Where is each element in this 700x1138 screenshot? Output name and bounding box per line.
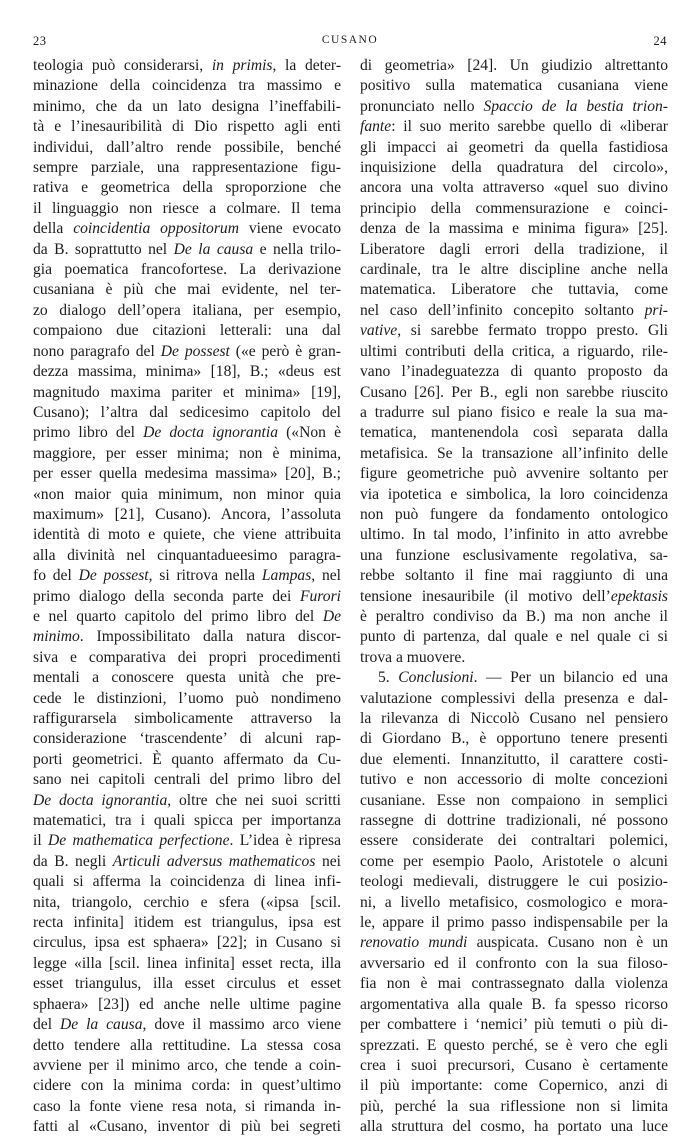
text-line bbox=[360, 709, 668, 729]
text-run: Cusano [26]. Per B., egli non sarebbe riuscito bbox=[360, 383, 668, 401]
text-run: considerazione ‘trascendente’ di alcuni rap- bbox=[33, 730, 341, 748]
text-line bbox=[33, 566, 341, 586]
italic-text: Lampas bbox=[261, 567, 312, 585]
text-line bbox=[360, 1036, 668, 1056]
text-run: gli impacci ai geometri da quella fastidiosa bbox=[360, 138, 668, 156]
text-run: da B. negli bbox=[33, 852, 113, 870]
text-run: rebbe soltanto il fine mai raggiunto di una bbox=[360, 567, 668, 585]
text-line bbox=[33, 383, 341, 403]
text-line bbox=[33, 525, 341, 545]
text-run: avviene per il minimo arco, che tende a coin- bbox=[33, 1056, 341, 1074]
text-run: : il suo merito sarebbe quello di «liberar bbox=[391, 118, 668, 136]
text-run: esset triangulus, illa esset circulus et esset bbox=[33, 975, 341, 993]
text-line bbox=[360, 362, 668, 382]
text-run: è peraltro condiviso da B.) ma non anche il bbox=[360, 607, 668, 625]
text-run: quali si afferma la coincidenza di linea infi- bbox=[33, 873, 341, 891]
text-run: gia poematica francofortese. La derivazione bbox=[33, 261, 341, 279]
text-run: crea i suoi precursori, Cusano è certamente bbox=[360, 1056, 668, 1074]
text-run: , oltre che nei suoi scritti bbox=[167, 791, 341, 809]
italic-text: De mathematica perfectione bbox=[48, 832, 230, 850]
text-line bbox=[33, 56, 341, 76]
text-line bbox=[33, 933, 341, 953]
italic-text: in primis bbox=[211, 57, 273, 74]
text-line bbox=[360, 995, 668, 1015]
text-line bbox=[33, 342, 341, 362]
text-line bbox=[33, 505, 341, 525]
text-line bbox=[360, 689, 668, 709]
text-run: vano l’inadeguatezza di quanto proposto da bbox=[360, 363, 668, 381]
text-run: nel caso dell’infinito concepito soltanto bbox=[360, 301, 645, 319]
text-line bbox=[360, 505, 668, 525]
text-line bbox=[360, 750, 668, 770]
text-line bbox=[33, 1015, 341, 1035]
text-line bbox=[360, 913, 668, 933]
text-line bbox=[360, 76, 668, 96]
text-line bbox=[360, 444, 668, 464]
text-line bbox=[360, 1015, 668, 1035]
text-run: , dove il massimo arco viene bbox=[142, 1016, 341, 1034]
text-line bbox=[360, 587, 668, 607]
text-run: recta infinita] itidem est triangulus, ipsa est bbox=[33, 914, 341, 932]
text-line bbox=[33, 627, 341, 647]
text-line bbox=[33, 1097, 341, 1117]
text-run: individui, dall’altro rende possibile, benché bbox=[33, 138, 341, 156]
text-line bbox=[360, 1076, 668, 1096]
text-line bbox=[360, 280, 668, 300]
text-run: avversario ed il confronto con la sua filoso- bbox=[360, 954, 668, 972]
text-run: tà e l’inesauribilità di Dio rispetto agli enti bbox=[33, 118, 341, 136]
text-run: matematica. Liberatore che tuttavia, come bbox=[360, 281, 668, 299]
text-run: cede le distinzioni, l’uomo può nondimeno bbox=[33, 689, 341, 707]
text-line bbox=[360, 648, 668, 668]
text-run: ni, a livello metafisico, cosmologico e mora- bbox=[360, 893, 668, 911]
text-run: ultimi contributi della critica, a riguardo, rile- bbox=[360, 342, 668, 360]
text-line bbox=[33, 689, 341, 709]
text-line bbox=[33, 423, 341, 443]
text-run: rassegne di dottrine tradizionali, né possono bbox=[360, 812, 668, 830]
text-run: mentali a conoscere questa unità che pre- bbox=[33, 669, 341, 687]
text-run: da B. soprattutto nel bbox=[33, 240, 174, 258]
text-line bbox=[360, 97, 668, 117]
text-run: cardinale, tra le altre discipline anche nella bbox=[360, 261, 668, 279]
text-run: tutivo e non accessorio di molte concezioni bbox=[360, 771, 668, 789]
text-run: sprezzati. E questo perché, se è vero che egli bbox=[360, 1036, 668, 1054]
text-line bbox=[33, 995, 341, 1015]
page-number-right: 24 bbox=[653, 34, 667, 48]
text-run: , la deter- bbox=[272, 57, 341, 74]
running-header bbox=[33, 34, 667, 50]
text-run: figure geometriche può avvenire soltanto per bbox=[360, 465, 668, 483]
text-run: di geometria» [24]. Un giudizio altrettanto bbox=[360, 57, 668, 74]
text-line bbox=[360, 260, 668, 280]
italic-text: Furori bbox=[299, 587, 341, 605]
text-line bbox=[33, 301, 341, 321]
italic-text: minimo bbox=[33, 628, 80, 646]
text-line bbox=[33, 1056, 341, 1076]
text-line bbox=[360, 791, 668, 811]
running-title: CUSANO bbox=[321, 34, 379, 46]
text-line bbox=[33, 138, 341, 158]
text-run: Cusano); l’altra dal sedicesimo capitolo del bbox=[33, 403, 341, 421]
text-run: circulus, ipsa est sphaera» [22]; in Cusano si bbox=[33, 934, 341, 952]
text-line bbox=[33, 668, 341, 688]
text-line bbox=[33, 219, 341, 239]
text-line bbox=[360, 464, 668, 484]
text-run: , nel bbox=[311, 567, 341, 585]
text-run: tematica, mantenendola così separata dalla bbox=[360, 424, 668, 442]
text-line bbox=[33, 1076, 341, 1096]
text-run: matematici, tra i quali spicca per importanza bbox=[33, 812, 341, 830]
text-line bbox=[33, 872, 341, 892]
italic-text: De docta ignorantia bbox=[143, 424, 278, 442]
text-line bbox=[33, 240, 341, 260]
text-run: maximum» [21], Cusano). Ancora, l’assoluta bbox=[33, 505, 341, 523]
text-line bbox=[360, 301, 668, 321]
text-line bbox=[360, 219, 668, 239]
text-line bbox=[33, 117, 341, 137]
text-run: il bbox=[33, 832, 48, 850]
text-run: («Non è bbox=[278, 424, 341, 442]
text-line bbox=[360, 566, 668, 586]
text-line bbox=[360, 525, 668, 545]
right-text-column bbox=[360, 56, 668, 1138]
text-line bbox=[360, 1117, 668, 1137]
text-run: per esser quella medesima massima» [20], B.; bbox=[33, 465, 341, 483]
text-line bbox=[33, 199, 341, 219]
text-run: zo dialogo dell’opera italiana, per esempio, bbox=[33, 301, 341, 319]
text-run: essere considerate dei contraltari polemici, bbox=[360, 832, 668, 850]
text-run: le, appare il primo passo indispensabile per la bbox=[360, 914, 668, 932]
text-run: una funzione esclusivamente regolativa, sa- bbox=[360, 546, 668, 564]
text-run: rativa e geometrica della sproporzione che bbox=[33, 179, 341, 197]
text-run: non può fungere da fondamento ontologico bbox=[360, 505, 668, 523]
text-line bbox=[33, 403, 341, 423]
text-line bbox=[360, 933, 668, 953]
text-run: trova a muovere. bbox=[360, 648, 466, 666]
text-run: la rilevanza di Niccolò Cusano nel pensiero bbox=[360, 710, 668, 727]
text-run: raffigurarsela simbolicamente attraverso la bbox=[33, 710, 341, 727]
text-line bbox=[360, 158, 668, 178]
text-run: primo dialogo della seconda parte dei bbox=[33, 587, 300, 605]
text-run: primo libro del bbox=[33, 424, 144, 442]
italic-text: De docta ignorantia bbox=[33, 791, 168, 809]
text-run: come per esempio Paolo, Aristotele o alcuni bbox=[360, 852, 668, 870]
text-line bbox=[33, 280, 341, 300]
text-line bbox=[33, 791, 341, 811]
text-line bbox=[360, 178, 668, 198]
text-run: alla divinità nel cinquantadueesimo paragra- bbox=[33, 546, 341, 564]
text-run: pronunciato nello bbox=[360, 97, 484, 115]
text-line bbox=[33, 444, 341, 464]
text-line bbox=[360, 729, 668, 749]
text-run: , si ritrova nella bbox=[148, 567, 262, 585]
text-line bbox=[33, 750, 341, 770]
text-line bbox=[33, 709, 341, 729]
text-run: ultimo. In tal modo, l’infinito in atto avrebbe bbox=[360, 526, 668, 544]
italic-text: De possest bbox=[78, 567, 149, 585]
italic-text: pri- bbox=[644, 301, 668, 319]
text-run: . — Per un bilancio ed una bbox=[473, 669, 668, 687]
italic-text: De bbox=[322, 607, 341, 625]
text-line bbox=[33, 587, 341, 607]
text-line bbox=[33, 464, 341, 484]
text-run: legge «illa [scil. linea infinita] esset recta, illa bbox=[33, 954, 341, 972]
italic-text: Articuli adversus mathematicos bbox=[112, 852, 316, 870]
text-run: compaiono due citazioni letterali: una dal bbox=[33, 322, 341, 340]
text-line bbox=[360, 668, 668, 688]
text-run: teologi medievali, distruggere le cui posizio- bbox=[360, 873, 668, 891]
text-line bbox=[33, 362, 341, 382]
text-run: teologia può considerarsi, bbox=[33, 57, 212, 74]
text-run: inquisizione della quadratura del circolo», bbox=[360, 159, 668, 177]
text-run: 5. bbox=[378, 669, 399, 687]
text-run: identità di moto e quiete, che viene attribuita bbox=[33, 526, 341, 544]
text-line bbox=[360, 546, 668, 566]
text-run: siva e comparativa dei propri procedimenti bbox=[33, 648, 341, 666]
text-line bbox=[360, 403, 668, 423]
text-run: «non maior quia minimum, non minor quia bbox=[33, 485, 341, 503]
text-run: ancora una volta attraverso «quel suo divino bbox=[360, 179, 668, 197]
text-run: il linguaggio non riesce a colmare. Il tema bbox=[33, 199, 341, 217]
text-run: fo del bbox=[33, 567, 79, 585]
italic-text: Spaccio de la bestia trion- bbox=[483, 97, 668, 115]
text-run: magnitudo maxima pariter et minima» [19], bbox=[33, 383, 341, 401]
text-line bbox=[33, 913, 341, 933]
text-run: cusaniana è più che mai evidente, nel ter- bbox=[33, 281, 341, 299]
text-run: Liberatore dagli errori della tradizione, il bbox=[360, 240, 668, 258]
italic-text: De la causa bbox=[173, 240, 254, 258]
text-run: nono paragrafo del bbox=[33, 342, 161, 360]
text-run: della bbox=[33, 220, 74, 238]
text-run: cusaniane. Esse non compaiono in semplici bbox=[360, 791, 668, 809]
text-line bbox=[360, 1097, 668, 1117]
text-line bbox=[33, 260, 341, 280]
text-line bbox=[360, 893, 668, 913]
italic-text: epektasis bbox=[610, 587, 668, 605]
page-number-left: 23 bbox=[33, 34, 47, 48]
text-run: e nel quarto capitolo del primo libro del bbox=[33, 607, 323, 625]
text-line bbox=[360, 240, 668, 260]
text-run: metafisica. Se la transazione all’infinito delle bbox=[360, 444, 668, 462]
text-run: viene evocato bbox=[239, 220, 341, 238]
text-run: per combattere i ‘nemici’ più temuti o più di- bbox=[360, 1016, 668, 1034]
text-run: di Giordano B., è opportuno tenere presenti bbox=[360, 730, 668, 748]
text-run: detto tendere alla rettitudine. La stessa cosa bbox=[33, 1036, 341, 1054]
text-line bbox=[360, 383, 668, 403]
text-line bbox=[33, 974, 341, 994]
text-run: . L’idea è ripresa bbox=[229, 832, 341, 850]
italic-text: vative bbox=[360, 322, 398, 340]
text-run: via ipotetica e simbolica, la loro coincidenza bbox=[360, 485, 668, 503]
text-run: il più importante: come Copernico, anzi di bbox=[360, 1077, 668, 1095]
text-line bbox=[360, 117, 668, 137]
text-run: porti geometrici. È quanto affermato da Cu- bbox=[33, 750, 341, 768]
text-line bbox=[33, 1117, 341, 1137]
text-line bbox=[33, 485, 341, 505]
text-run: caso la fonte viene resa nota, si rimanda in- bbox=[33, 1097, 341, 1115]
text-run: maggiore, per esser minima; non è minima, bbox=[33, 444, 341, 462]
text-line bbox=[360, 342, 668, 362]
italic-text: De la causa bbox=[59, 1016, 143, 1034]
text-run: , si sarebbe fermato troppo presto. Gli bbox=[397, 322, 668, 340]
text-line bbox=[33, 893, 341, 913]
text-line bbox=[360, 138, 668, 158]
text-run: sempre parziale, una rappresentazione figu- bbox=[33, 159, 341, 177]
text-line bbox=[360, 1056, 668, 1076]
text-run: sphaera» [23]) ed anche nelle ultime pagine bbox=[33, 995, 341, 1013]
italic-text: De possest bbox=[160, 342, 230, 360]
text-line bbox=[360, 872, 668, 892]
text-line bbox=[33, 546, 341, 566]
italic-text: renovatio mundi bbox=[360, 934, 468, 952]
text-line bbox=[360, 811, 668, 831]
text-line bbox=[33, 1036, 341, 1056]
text-line bbox=[33, 321, 341, 341]
text-line bbox=[360, 485, 668, 505]
text-run: . Impossibilitato dalla natura discor- bbox=[79, 628, 341, 646]
text-line bbox=[360, 321, 668, 341]
text-run: più, perché la sua riflessione non si limita bbox=[360, 1097, 668, 1115]
text-line bbox=[33, 954, 341, 974]
text-line bbox=[360, 770, 668, 790]
text-run: del bbox=[33, 1016, 60, 1034]
text-run: minimo, che da un lato designa l’ineffabili- bbox=[33, 97, 341, 115]
text-run: dezza massima, minima» [18], B.; «deus est bbox=[33, 363, 341, 381]
text-run: a tradurre sul piano fisico e reale la sua ma- bbox=[360, 403, 668, 421]
text-run: fatti al «Cusano, inventor di più bei segreti bbox=[33, 1118, 341, 1136]
text-line bbox=[360, 954, 668, 974]
text-line bbox=[360, 607, 668, 627]
text-run: due elementi. Innanzitutto, il carattere costi- bbox=[360, 750, 668, 768]
text-run: punto di partenza, dal quale e nel quale ci si bbox=[360, 628, 668, 646]
text-line bbox=[33, 729, 341, 749]
text-line bbox=[33, 158, 341, 178]
text-line bbox=[33, 607, 341, 627]
text-run: alla struttura del cosmo, ha portato una luce bbox=[360, 1118, 668, 1136]
text-run: tensione inesauribile (il motivo dell’ bbox=[360, 587, 611, 605]
text-line bbox=[33, 770, 341, 790]
text-run: fia non è mai contrassegnato dalla violenza bbox=[360, 975, 668, 993]
text-run: positivo sulla matematica cusaniana viene bbox=[360, 77, 668, 95]
italic-text: coincidentia oppositorum bbox=[73, 220, 239, 238]
text-run: nita, triangolo, cerchio e sfera («ipsa [scil. bbox=[33, 893, 341, 911]
italic-text: fante bbox=[360, 118, 392, 136]
text-run: minazione della coincidenza tra massimo e bbox=[33, 77, 341, 95]
text-run: argomentativa alla quale B. fa spesso ricorso bbox=[360, 995, 668, 1013]
left-text-column bbox=[33, 56, 341, 1138]
text-run: valutazione complessivi della presenza e dal- bbox=[360, 689, 668, 707]
text-line bbox=[360, 831, 668, 851]
text-line bbox=[33, 811, 341, 831]
text-line bbox=[33, 852, 341, 872]
text-line bbox=[360, 627, 668, 647]
text-run: («e però è gran- bbox=[229, 342, 341, 360]
text-line bbox=[360, 56, 668, 76]
text-run: sano nei capitoli centrali del primo libro del bbox=[33, 771, 341, 789]
italic-text: Conclusioni bbox=[398, 669, 474, 687]
text-line bbox=[33, 648, 341, 668]
text-run: denza de la massima e minima figura» [25]. bbox=[360, 220, 668, 238]
text-line bbox=[360, 852, 668, 872]
text-line bbox=[33, 178, 341, 198]
text-run: principio della commensurazione e coinci- bbox=[360, 199, 668, 217]
text-line bbox=[360, 974, 668, 994]
text-run: auspicata. Cusano non è un bbox=[467, 934, 668, 952]
text-line bbox=[33, 831, 341, 851]
text-line bbox=[360, 423, 668, 443]
text-run: e nella trilo- bbox=[253, 240, 341, 258]
text-run: cidere con la minima corda: in quest’ultimo bbox=[33, 1077, 341, 1095]
text-run: nei bbox=[315, 852, 341, 870]
text-line bbox=[33, 97, 341, 117]
text-line bbox=[360, 199, 668, 219]
text-line bbox=[33, 76, 341, 96]
